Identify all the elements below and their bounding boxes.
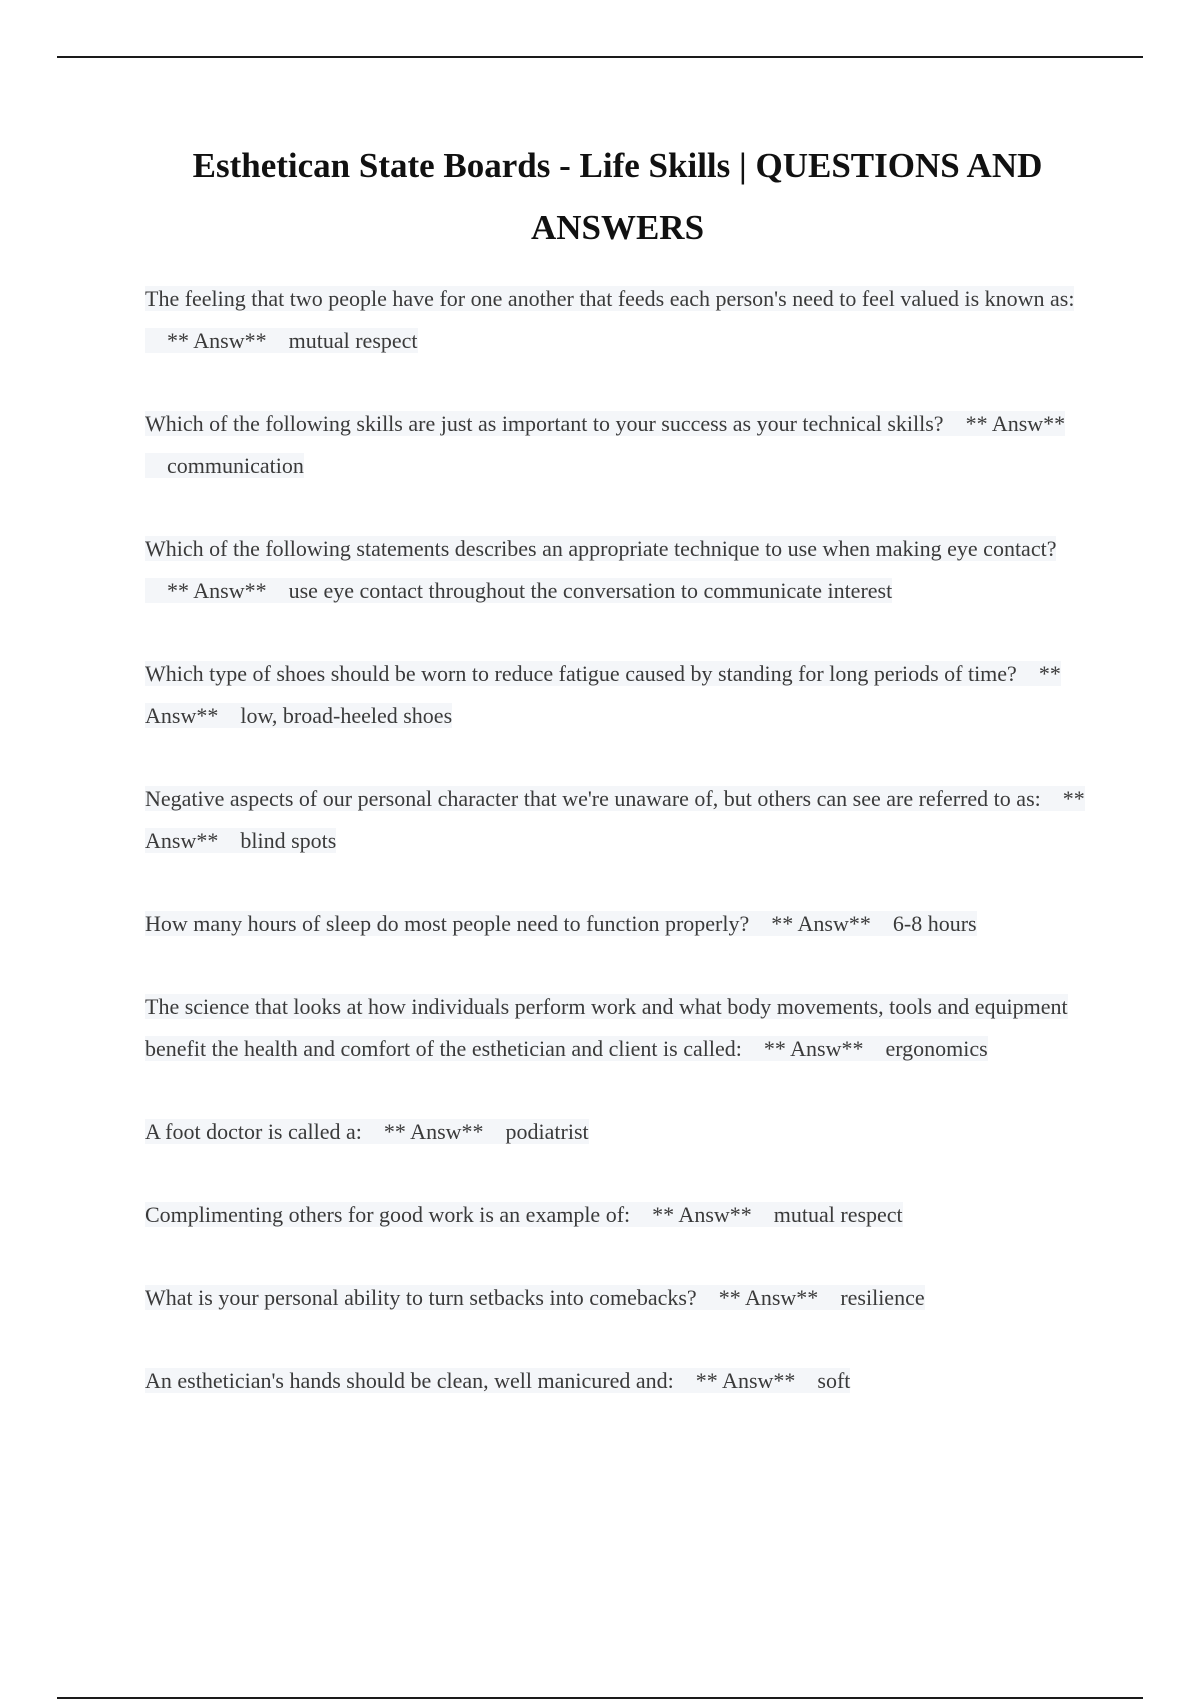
answer-text: soft: [817, 1368, 851, 1393]
answer-marker: ** Answ**: [763, 1036, 864, 1061]
answer-text: blind spots: [240, 828, 337, 853]
page-title: Esthetican State Boards - Life Skills | QUESTIONS AND ANSWERS: [192, 146, 1043, 247]
qa-item: [145, 903, 1085, 945]
question-text: How many hours of sleep do most people need to function properly?: [145, 911, 750, 936]
answer-marker: ** Answ**: [695, 1368, 796, 1393]
question-text: The feeling that two people have for one another that feeds each person's need to feel valued is known as:: [145, 286, 1075, 311]
answer-text: ergonomics: [885, 1036, 988, 1061]
question-text: Negative aspects of our personal character that we're unaware of, but others can see are referred to as:: [145, 786, 1041, 811]
question-text: A foot doctor is called a:: [145, 1119, 362, 1144]
answer-text: mutual respect: [288, 328, 418, 353]
question-text: Which type of shoes should be worn to reduce fatigue caused by standing for long periods of time?: [145, 661, 1017, 686]
answer-marker: ** Answ**: [718, 1285, 819, 1310]
question-text: What is your personal ability to turn setbacks into comebacks?: [145, 1285, 697, 1310]
question-text: Complimenting others for good work is an example of:: [145, 1202, 631, 1227]
answer-marker: ** Answ**: [145, 786, 1085, 853]
qa-item: [145, 986, 1085, 1070]
answer-marker: ** Answ**: [167, 578, 267, 603]
qa-item: [145, 1277, 1085, 1319]
question-text: An esthetician's hands should be clean, well manicured and:: [145, 1368, 674, 1393]
answer-text: resilience: [840, 1285, 925, 1310]
answer-marker: ** Answ**: [145, 661, 1061, 728]
answer-text: low, broad-heeled shoes: [240, 703, 453, 728]
qa-item: [145, 403, 1085, 487]
qa-item: [145, 528, 1085, 612]
answer-text: communication: [167, 453, 304, 478]
question-text: Which of the following statements describes an appropriate technique to use when making eye contact?: [145, 536, 1057, 561]
answer-marker: ** Answ**: [383, 1119, 484, 1144]
qa-item: [145, 1111, 1085, 1153]
qa-list: [145, 278, 1085, 1443]
question-text: The science that looks at how individuals perform work and what body movements, tools and equipment benefit the health and comfort of the esthetician and client is called:: [145, 994, 1068, 1061]
answer-text: use eye contact throughout the conversation to communicate interest: [288, 578, 893, 603]
qa-item: [145, 1360, 1085, 1402]
qa-item: [145, 778, 1085, 862]
qa-item: [145, 653, 1085, 737]
bottom-rule: [57, 1697, 1143, 1699]
answer-marker: ** Answ**: [965, 411, 1066, 436]
answer-text: mutual respect: [773, 1202, 903, 1227]
answer-marker: ** Answ**: [771, 911, 871, 936]
answer-marker: ** Answ**: [167, 328, 267, 353]
qa-item: [145, 1194, 1085, 1236]
answer-marker: ** Answ**: [652, 1202, 752, 1227]
question-text: Which of the following skills are just as important to your success as your technical skills?: [145, 411, 944, 436]
qa-item: [145, 278, 1085, 362]
top-rule: [57, 56, 1143, 58]
answer-text: podiatrist: [505, 1119, 589, 1144]
answer-text: 6-8 hours: [892, 911, 977, 936]
